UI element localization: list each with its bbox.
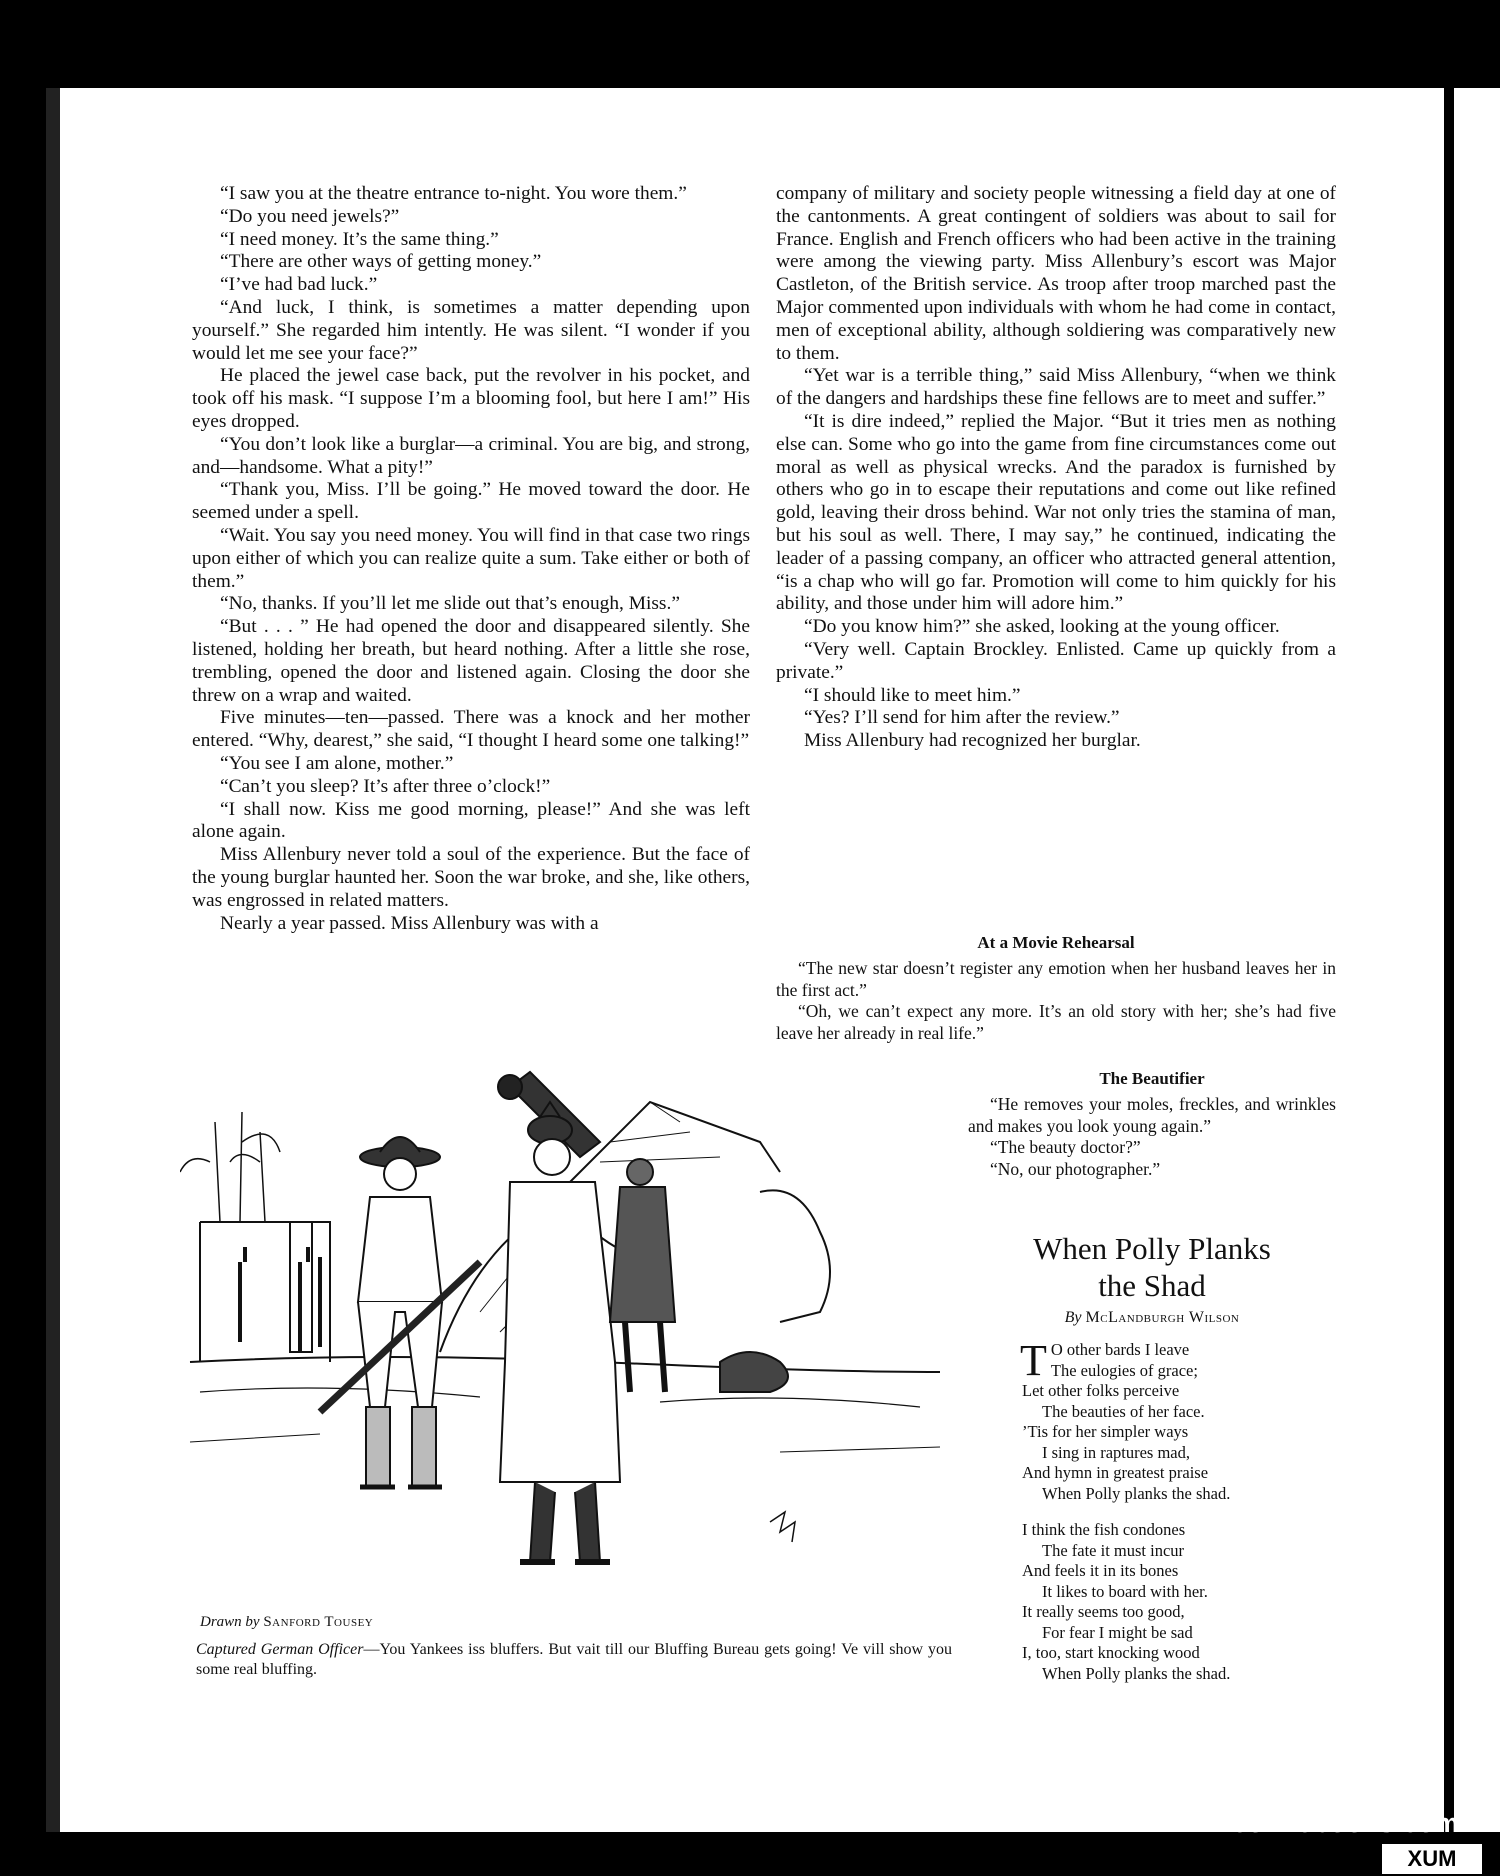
joke-line: “The beauty doctor?” xyxy=(990,1137,1141,1158)
poem-title-line: the Shad xyxy=(1098,1268,1206,1303)
paragraph: “Can’t you sleep? It’s after three o’clock!” xyxy=(220,775,551,797)
paragraph: “Yes? I’ll send for him after the review.” xyxy=(804,707,1120,729)
poem-line: And feels it in its bones xyxy=(1022,1561,1179,1580)
paragraph: “Yet war is a terrible thing,” said Miss Allenbury, “when we think of the dangers and hardships these fine fellows are to meet and suffer.” xyxy=(776,365,1336,410)
poem-line: O other bards I leave xyxy=(1050,1340,1190,1359)
paragraph: “You don’t look like a burglar—a criminal. You are big, and strong, and—handsome. What a pity!” xyxy=(192,433,750,478)
poem-stanza-2 xyxy=(1022,1520,1230,1684)
caption-text: —You Yankees iss bluffers. But vait till our Bluffing Bureau gets going! Ve vill show you some real bluffing. xyxy=(196,1641,953,1678)
paragraph: “You see I am alone, mother.” xyxy=(220,752,454,774)
drop-cap: T xyxy=(1020,1336,1047,1385)
cartoon-illustration xyxy=(180,1062,950,1584)
poem-line: For fear I might be sad xyxy=(1042,1622,1193,1642)
poem-line: I think the fish condones xyxy=(1022,1520,1186,1539)
paragraph: Five minutes—ten—passed. There was a knock and her mother entered. “Why, dearest,” she said, “I thought I heard some one talking!” xyxy=(192,707,750,752)
movie-rehearsal-joke xyxy=(776,932,1336,1045)
paragraph: “It is dire indeed,” replied the Major. “But it tries men as nothing else can. Some who go into the game from fine circumstances come out moral as well as physical wrecks. And the paradox is furnished by others who go in to escape their reputations and come out like refined gold, leaving their dross behind. War not only tries the stamina of man, but his soul as well. There, I may say,” he continued, indicating the leader of a passing company, an officer who attracted general attention, “is a chap who will go far. Promotion will come to him quickly for his ability, and those under him will adore him.” xyxy=(776,410,1336,615)
paragraph: “But . . . ” He had opened the door and disappeared silently. She listened, holding her breath, but heard nothing. After a little she rose, trembling, opened the door and listened again. Closing the door she threw on a wrap and waited. xyxy=(192,616,750,706)
paragraph: “Thank you, Miss. I’ll be going.” He moved toward the door. He seemed under a spell. xyxy=(192,479,750,524)
joke-title: The Beautifier xyxy=(1099,1069,1205,1088)
paragraph: “I shall now. Kiss me good morning, please!” And she was left alone again. xyxy=(192,798,750,843)
credit-prefix: Drawn by xyxy=(200,1614,260,1630)
poem-stanza-1 xyxy=(1020,1336,1231,1504)
caption-speaker: Captured German Officer xyxy=(196,1641,364,1658)
paragraph: “There are other ways of getting money.” xyxy=(220,251,542,273)
story-column-right xyxy=(776,183,1336,753)
poem-line: ’Tis for her simpler ways xyxy=(1022,1422,1189,1441)
site-watermark: comicbooks.com xyxy=(1232,1808,1460,1838)
facing-page-edge xyxy=(1448,88,1500,1832)
paragraph: company of military and society people witnessing a field day at one of the cantonments. A great contingent of soldiers was about to sail for France. English and French officers who had been active in the training were among the viewing party. Miss Allenbury’s escort was Major Castleton, of the British service. As troop after troop marched past the Major commented upon individuals with whom he had come in contact, men of exceptional ability, although soldiering was comparatively new to them. xyxy=(776,183,1336,364)
credit-artist: Sanford Tousey xyxy=(263,1614,374,1630)
paragraph: Nearly a year passed. Miss Allenbury was with a xyxy=(220,912,599,934)
paragraph: “I’ve had bad luck.” xyxy=(220,274,378,296)
poem-line: The fate it must incur xyxy=(1042,1540,1185,1560)
paragraph: “I need money. It’s the same thing.” xyxy=(220,228,499,250)
paragraph: “No, thanks. If you’ll let me slide out that’s enough, Miss.” xyxy=(220,593,680,615)
illustration-caption xyxy=(196,1640,952,1680)
joke-line: “No, our photographer.” xyxy=(990,1159,1161,1180)
poem-line: When Polly planks the shad. xyxy=(1042,1663,1231,1683)
byline-prefix: By xyxy=(1064,1309,1082,1326)
paragraph: “I saw you at the theatre entrance to-night. You wore them.” xyxy=(220,183,687,204)
scanner-badge: XUM xyxy=(1382,1844,1482,1874)
paragraph: Miss Allenbury had recognized her burglar. xyxy=(804,730,1141,752)
poem-line: When Polly planks the shad. xyxy=(1042,1483,1231,1503)
poem-line: It really seems too good, xyxy=(1022,1602,1185,1621)
illustration-credit xyxy=(200,1614,373,1631)
poem-line: And hymn in greatest praise xyxy=(1022,1463,1209,1482)
joke-line: “The new star doesn’t register any emotion when her husband leaves her in the first act.” xyxy=(776,957,1336,1000)
paragraph: Miss Allenbury never told a soul of the experience. But the face of the young burglar haunted her. Soon the war broke, and she, like others, was engrossed in related matters. xyxy=(192,844,750,911)
story-column-left xyxy=(192,183,750,935)
paragraph: “Wait. You say you need money. You will find in that case two rings upon either of which you can realize quite a sum. Take either or both of them.” xyxy=(192,524,750,592)
poem-title xyxy=(968,1230,1336,1304)
paragraph: He placed the jewel case back, put the revolver in his pocket, and took off his mask. “I suppose I’m a blooming fool, but here I am!” His eyes dropped. xyxy=(192,365,750,432)
joke-line: “Oh, we can’t expect any more. It’s an old story with her; she’s had five leave her already in real life.” xyxy=(776,1001,1336,1044)
paragraph: “And luck, I think, is sometimes a matter depending upon yourself.” She regarded him intently. He was silent. “I wonder if you would let me see your face?” xyxy=(192,296,750,364)
paragraph: “Do you need jewels?” xyxy=(220,205,400,227)
poem-line: The eulogies of grace; xyxy=(1050,1360,1198,1380)
poem-byline xyxy=(968,1309,1336,1327)
paragraph: “I should like to meet him.” xyxy=(804,684,1021,706)
poem-line: Let other folks perceive xyxy=(1022,1381,1180,1400)
poem-line: It likes to board with her. xyxy=(1042,1581,1208,1601)
page-spine xyxy=(46,88,60,1832)
poem-line: I sing in raptures mad, xyxy=(1042,1442,1191,1462)
joke-line: “He removes your moles, freckles, and wrinkles and makes you look young again.” xyxy=(968,1093,1336,1136)
poem-author: McLandburgh Wilson xyxy=(1085,1309,1240,1326)
poem-line: The beauties of her face. xyxy=(1042,1401,1205,1421)
beautifier-joke xyxy=(968,1068,1336,1181)
poem-title-line: When Polly Planks xyxy=(1033,1231,1271,1266)
paragraph: “Do you know him?” she asked, looking at the young officer. xyxy=(804,616,1280,638)
paragraph: “Very well. Captain Brockley. Enlisted. Came up quickly from a private.” xyxy=(776,638,1336,683)
joke-title: At a Movie Rehearsal xyxy=(977,933,1135,952)
poem-line: I, too, start knocking wood xyxy=(1022,1643,1200,1662)
